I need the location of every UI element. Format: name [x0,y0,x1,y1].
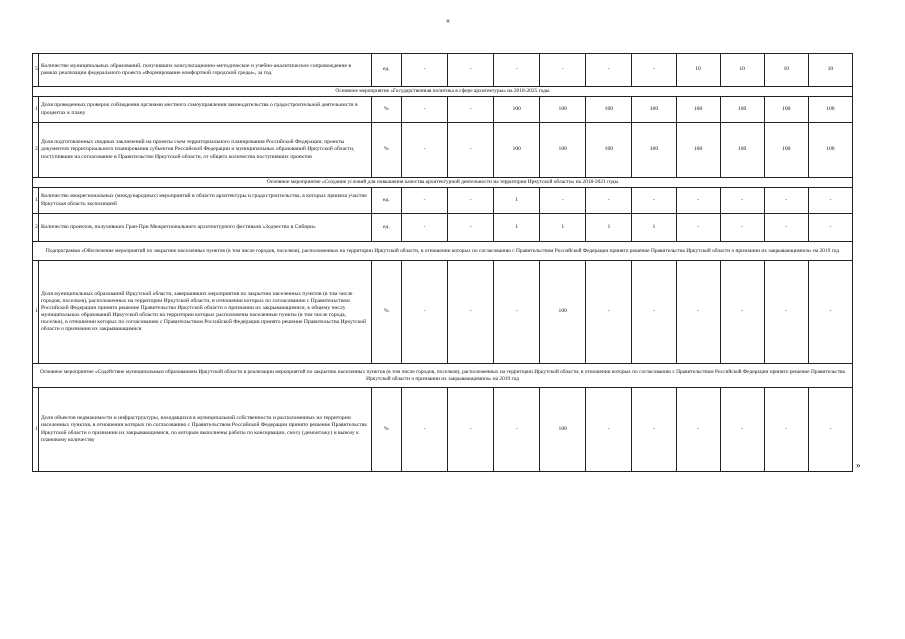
table-row [33,261,853,364]
value-cell: - [447,214,493,242]
closing-quote: » [856,460,861,470]
subprogram-title: Подпрограмма «Обеспечение мероприятий по закрытию населенных пунктов (в том числе городов, поселков), расположенных на территории Иркутской области, в отношении которых по согласованию с Правительством Российской Федерации принято решение Правительства Иркутской области о признании их закрывающимися» на 2019 год [33,242,853,261]
value-cell: 100 [676,123,720,178]
value-cell: - [494,261,540,364]
value-cell: - [401,188,447,214]
indicator-name: Количество межрегиональных (международных) мероприятий в области архитектуры и градостроительства, в которых приняла участие Иркутская область экспозицией [39,188,372,214]
value-cell: - [720,188,764,214]
value-cell: - [586,261,632,364]
value-cell: 100 [494,97,540,123]
value-cell: - [676,214,720,242]
value-cell: - [447,97,493,123]
indicator-name: Количество муниципальных образований, получивших консультационно-методическое и учебно-аналитическое сопровождение в рамках реализации федерального проекта «Формирование комфортной городской среды», за год [39,54,372,87]
value-cell: - [676,188,720,214]
value-cell: 100 [632,123,676,178]
unit-cell: % [371,97,401,123]
value-cell: - [586,188,632,214]
value-cell: - [808,214,852,242]
value-cell: 1 [494,188,540,214]
table-row [33,54,853,87]
value-cell: - [494,54,540,87]
value-cell: 1 [586,214,632,242]
value-cell: - [632,388,676,472]
value-cell: - [494,388,540,472]
unit-cell: % [371,123,401,178]
section-title: Основное мероприятие «Содействие муниципальным образованиям Иркутской области в реализации мероприятий по закрытию населенных пунктов (в том числе городов, поселков), расположенных на территории Иркутской области, в отношении которых по согласованию с Правительством Российской Федерации принято решение Правительства Иркутской области о признании их закрывающимися» на 2019 год [33,364,853,388]
value-cell: - [586,54,632,87]
value-cell: 100 [808,97,852,123]
value-cell: - [720,388,764,472]
value-cell: 1 [632,214,676,242]
value-cell: 100 [764,97,808,123]
value-cell: - [447,188,493,214]
value-cell: 100 [540,261,586,364]
value-cell: 100 [494,123,540,178]
row-number: 1 [33,388,39,472]
table-row [33,388,853,472]
value-cell: 10 [764,54,808,87]
value-cell: - [632,261,676,364]
row-number: 1 [33,188,39,214]
value-cell: - [764,388,808,472]
table-row [33,188,853,214]
value-cell: - [632,54,676,87]
value-cell: 100 [720,123,764,178]
value-cell: - [447,123,493,178]
page-number-mark: « [446,16,450,25]
value-cell: - [540,54,586,87]
row-number: 1 [33,261,39,364]
table-row [33,97,853,123]
indicator-name: Доля объектов недвижимости и инфраструктуры, находящихся в муниципальной собственности и расположенных на территории населенных пунктов, в отношении которых по согласованию с Правительством Российской Федерации принято решение Правительства Иркутской области о признании их закрывающимися, по которым выполнены работы по консервации, сносу (демонтажу) и вывозу к плановому количеству [39,388,372,472]
indicator-name: Количество проектов, получивших Гран-При Межрегионального архитектурного фестиваля «Зодчество в Сибири» [39,214,372,242]
indicator-name: Доля подготовленных сводных заключений на проекты схем территориального планирования Российской Федерации, проекты документов территориального планирования субъектов Российской Федерации и муниципальных образований Иркутской области, поступившие на согласование в Правительство Иркутской области, от общего количества поступивших проектов [39,123,372,178]
value-cell: - [401,214,447,242]
value-cell: 100 [586,97,632,123]
unit-cell: % [371,261,401,364]
value-cell: - [447,54,493,87]
section-row [33,364,853,388]
unit-cell: ед. [371,214,401,242]
value-cell: 10 [676,54,720,87]
value-cell: 100 [540,123,586,178]
value-cell: 100 [540,97,586,123]
value-cell: - [401,388,447,472]
indicator-name: Доля проведенных проверок соблюдения органами местного самоуправления законодательства о градостроительной деятельности в процентах к плану [39,97,372,123]
value-cell: - [676,388,720,472]
value-cell: - [540,188,586,214]
section-title: Основное мероприятие «Государственная политика в сфере архитектуры» на 2018-2025 годы [33,87,853,97]
unit-cell: ед. [371,54,401,87]
unit-cell: % [371,388,401,472]
row-number: 2 [33,214,39,242]
section-title: Основное мероприятие «Создание условий для повышения качества архитектурной деятельности на территории Иркутской области» на 2018-2021 годы [33,178,853,188]
value-cell: 100 [808,123,852,178]
value-cell: - [401,261,447,364]
value-cell: - [401,123,447,178]
value-cell: 100 [676,97,720,123]
value-cell: - [808,261,852,364]
table-row [33,123,853,178]
value-cell: 100 [632,97,676,123]
value-cell: - [764,188,808,214]
value-cell: - [447,261,493,364]
value-cell: - [401,97,447,123]
section-row [33,242,853,261]
value-cell: - [401,54,447,87]
value-cell: 1 [540,214,586,242]
section-row [33,87,853,97]
unit-cell: ед. [371,188,401,214]
row-number: 2 [33,123,39,178]
value-cell: 100 [540,388,586,472]
indicators-table [32,53,853,472]
value-cell: 10 [808,54,852,87]
row-number: 1 [33,97,39,123]
section-row [33,178,853,188]
value-cell: - [720,261,764,364]
value-cell: - [808,388,852,472]
value-cell: - [632,188,676,214]
value-cell: - [676,261,720,364]
value-cell: - [808,188,852,214]
value-cell: 100 [586,123,632,178]
value-cell: - [764,261,808,364]
row-number: 5 [33,54,39,87]
value-cell: 100 [720,97,764,123]
value-cell: - [764,214,808,242]
value-cell: - [447,388,493,472]
value-cell: 100 [764,123,808,178]
table-row [33,214,853,242]
value-cell: - [586,388,632,472]
value-cell: 1 [494,214,540,242]
indicator-name: Доля муниципальных образований Иркутской области, завершивших мероприятия по закрытию населенных пунктов (в том числе городов, поселков), расположенных на территории Иркутской области, в отношении которых по согласованию с Правительством Российской Федерации принято решение Правительства Иркутской области о признании их закрывающимися, к общему числу муниципальных образований Иркутской области на территории которых расположены населенные пункты (в том числе города, поселки), в отношении которых по согласованию с Правительством Российской Федерации принято решение Правительства Иркутской области о признании их закрывающимися [39,261,372,364]
value-cell: - [720,214,764,242]
value-cell: 10 [720,54,764,87]
